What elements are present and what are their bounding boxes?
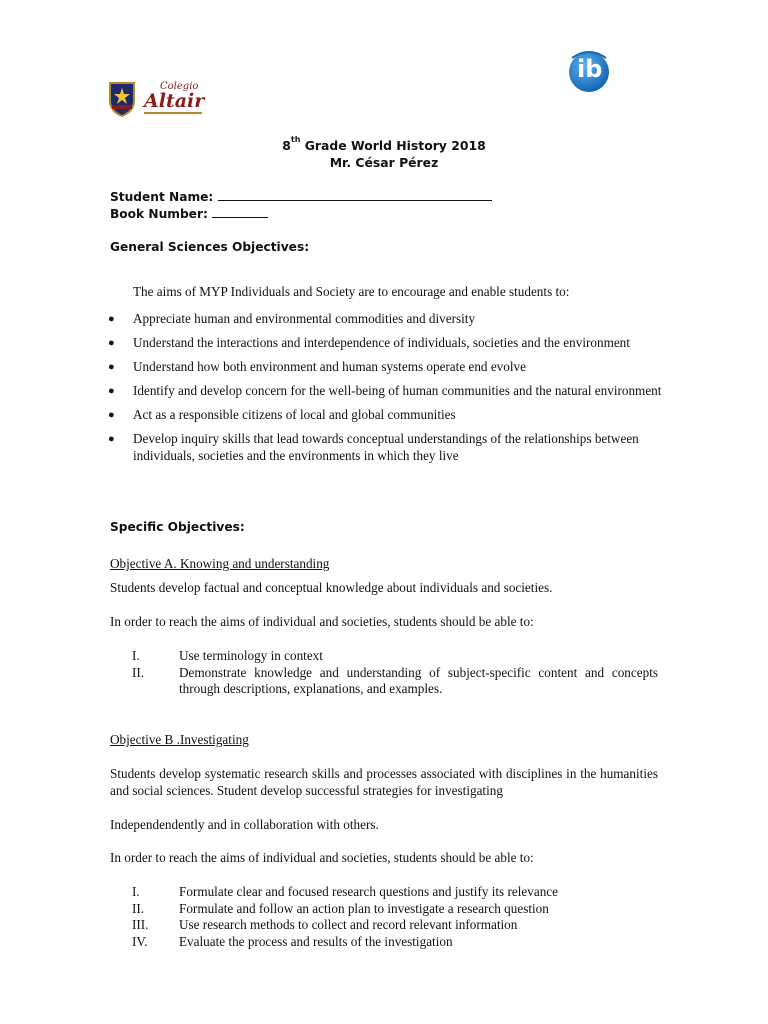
- list-item: [132, 901, 658, 918]
- list-item: ● Identify and develop concern for the well-being of human communities and the natural environment: [108, 383, 668, 400]
- item-number: III.: [132, 917, 149, 932]
- list-item: ● Develop inquiry skills that lead towards conceptual understandings of the relationships between individuals, societies and the environments in which they live: [108, 431, 668, 464]
- general-intro: The aims of MYP Individuals and Society are to encourage and enable students to:: [133, 284, 570, 299]
- ib-logo: [566, 48, 612, 94]
- list-item: ● Understand how both environment and human systems operate end evolve: [108, 359, 668, 376]
- list-item: [132, 884, 658, 901]
- logo-text-small: Colegio: [160, 81, 199, 92]
- course-title: [0, 135, 768, 153]
- grade-suffix: th: [290, 135, 301, 144]
- student-name-blank[interactable]: [218, 189, 492, 201]
- ib-logo-text: ib: [577, 55, 603, 83]
- item-text: Use research methods to collect and record relevant information: [179, 917, 518, 932]
- item-text: Formulate clear and focused research questions and justify its relevance: [179, 884, 558, 899]
- school-logo: [108, 79, 204, 119]
- item-text: Use terminology in context: [179, 648, 323, 663]
- item-number: I.: [132, 648, 140, 663]
- item-text: Evaluate the process and results of the investigation: [179, 933, 453, 949]
- student-name-field[interactable]: [110, 189, 492, 204]
- objective-b-list: [132, 884, 658, 950]
- specific-objectives-heading: Specific Objectives:: [110, 520, 245, 534]
- objective-a-lead: In order to reach the aims of individual and societies, students should be able to:: [110, 614, 534, 629]
- book-number-field[interactable]: [110, 206, 268, 221]
- objective-a-description: Students develop factual and conceptual knowledge about individuals and societies.: [110, 580, 553, 595]
- grade-number: 8: [282, 138, 291, 153]
- item-number: II.: [132, 900, 145, 916]
- list-item: ● Act as a responsible citizens of local and global communities: [108, 407, 668, 424]
- book-number-blank[interactable]: [212, 206, 268, 218]
- list-item: [132, 648, 658, 665]
- list-item: [132, 917, 658, 934]
- item-text: Demonstrate knowledge and understanding of subject-specific content and concepts through descriptions, explanations, and examples.: [179, 664, 658, 696]
- list-item: ● Understand the interactions and interdependence of individuals, societies and the environment: [108, 335, 668, 352]
- item-number: I.: [132, 884, 140, 899]
- list-item: [132, 934, 658, 951]
- objective-b-description-2: Independendently and in collaboration with others.: [110, 817, 379, 832]
- item-text: Formulate and follow an action plan to investigate a research question: [179, 900, 549, 916]
- list-item: [132, 665, 658, 698]
- student-name-label: Student Name:: [110, 190, 214, 204]
- course-name: Grade World History 2018: [304, 138, 486, 153]
- list-item: ● Appreciate human and environmental commodities and diversity: [108, 311, 668, 328]
- logo-underline: [144, 112, 202, 114]
- objective-a-title: Objective A. Knowing and understanding: [110, 556, 330, 571]
- general-objectives-heading: General Sciences Objectives:: [110, 240, 310, 254]
- item-number: II.: [132, 664, 145, 680]
- objective-b-description: Students develop systematic research skills and processes associated with disciplines in the humanities and social sciences. Student develop successful strategies for investigating: [110, 766, 658, 798]
- logo-text-big: Altair: [144, 90, 205, 112]
- item-number: IV.: [132, 933, 148, 949]
- book-number-label: Book Number:: [110, 207, 208, 221]
- general-objectives-list: [108, 311, 668, 472]
- objective-b-title: Objective B .Investigating: [110, 732, 249, 747]
- objective-a-list: [132, 648, 658, 698]
- objective-b-lead: In order to reach the aims of individual and societies, students should be able to:: [110, 850, 534, 865]
- teacher-name: Mr. César Pérez: [329, 155, 439, 170]
